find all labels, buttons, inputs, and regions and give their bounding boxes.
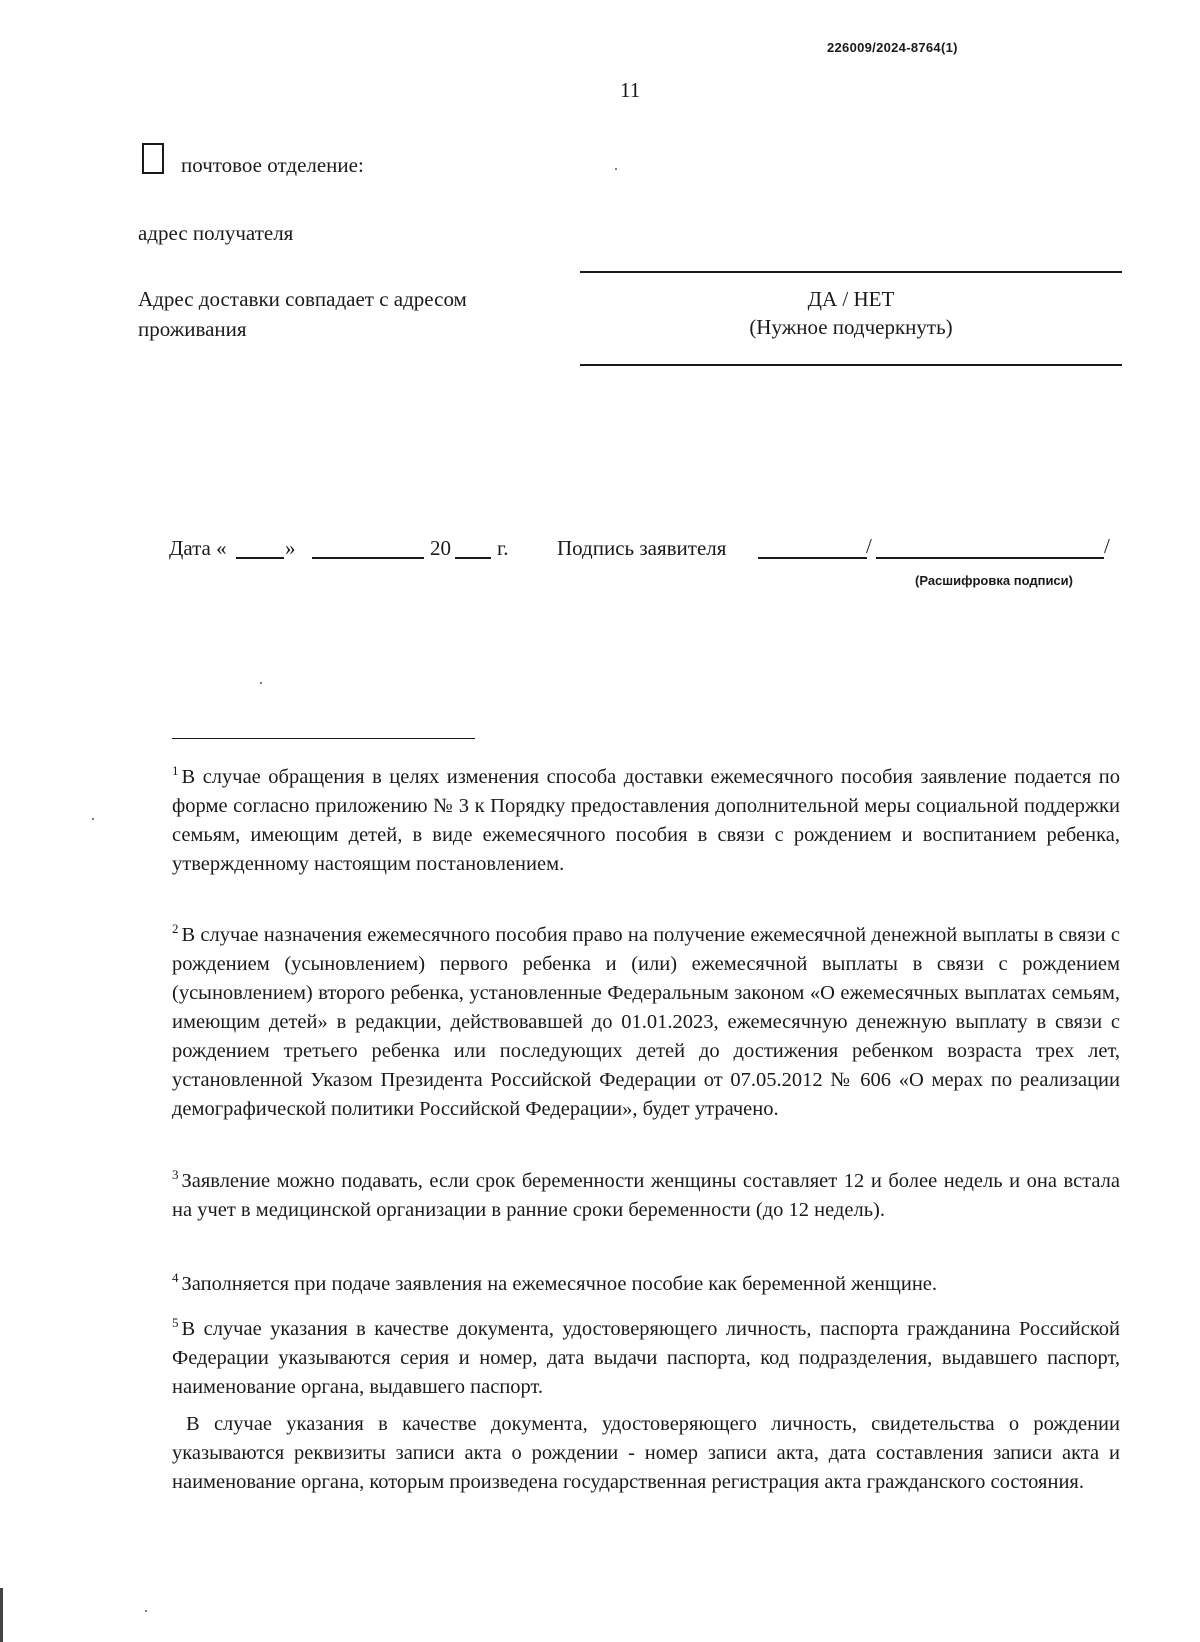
date-day-field[interactable] — [236, 557, 284, 559]
footnote-text: В случае назначения ежемесячного пособия право на получение ежемесячной денежной выплаты в связи с рождением (усыновлением) первого ребенка и (или) ежемесячной выплаты в связи с рождением (усыновлением) второго ребенка, установленные Федеральным законом «О ежемесячных выплатах семьям, имеющим детей» в редакции, действовавшей до 01.01.2023, ежемесячную денежную выплату в связи с рождением третьего ребенка или последующих детей до достижения ребенком возраста трех лет, установленной Указом Президента Российской Федерации от 07.05.2012 № 606 «О мерах по реализации демографической политики Российской Федерации», будет утрачено. — [172, 924, 1120, 1120]
signature-decoding-caption: (Расшифровка подписи) — [915, 573, 1073, 588]
footnote-1 — [172, 756, 1120, 879]
signature-decoding-field[interactable] — [876, 557, 1104, 559]
scan-speck — [615, 168, 617, 170]
delivery-address-line[interactable] — [580, 364, 1122, 366]
footnote-3 — [172, 1160, 1120, 1225]
footnote-mark: 5 — [172, 1315, 179, 1330]
delivery-address-label-line1: Адрес доставки совпадает с адресом — [138, 287, 467, 311]
scan-speck — [145, 1610, 147, 1612]
footnote-mark: 2 — [172, 921, 179, 936]
signature-field[interactable] — [758, 557, 867, 559]
recipient-address-label: адрес получателя — [138, 221, 294, 245]
footnote-mark: 1 — [172, 763, 179, 778]
footnote-2 — [172, 914, 1120, 1124]
page-number: 11 — [620, 78, 641, 102]
signature-slash-right: / — [1104, 534, 1110, 558]
delivery-address-label-line2: проживания — [138, 317, 247, 341]
recipient-address-line[interactable] — [580, 271, 1122, 273]
underline-hint: (Нужное подчеркнуть) — [749, 315, 953, 339]
signature-slash-left: / — [866, 534, 872, 558]
date-label: Дата « — [169, 536, 227, 560]
footnote-text: Заполняется при подаче заявления на ежемесячное пособие как беременной женщине. — [181, 1273, 938, 1295]
footnote-text: Заявление можно подавать, если срок беременности женщины составляет 12 и более недель и она встала на учет в медицинской организации в ранние сроки беременности (до 12 недель). — [172, 1170, 1120, 1221]
yes-no-option[interactable]: ДА / НЕТ — [807, 287, 895, 311]
footnote-4 — [172, 1263, 1120, 1299]
date-year-field[interactable] — [455, 557, 491, 559]
scan-speck — [260, 682, 262, 684]
footnote-text: В случае указания в качестве документа, удостоверяющего личность, паспорта гражданина Российской Федерации указываются серия и номер, дата выдачи паспорта, код подразделения, выдавшего паспорт, наименование органа, выдавшего паспорт. — [172, 1318, 1120, 1398]
footnote-separator — [172, 738, 475, 739]
year-prefix: 20 — [430, 536, 451, 560]
footnote-5 — [172, 1308, 1120, 1402]
post-office-checkbox[interactable] — [142, 143, 164, 174]
document-number: 226009/2024-8764(1) — [827, 40, 958, 55]
footnote-text: В случае обращения в целях изменения способа доставки ежемесячного пособия заявление подается по форме согласно приложению № 3 к Порядку предоставления дополнительной меры социальной поддержки семьям, имеющим детей, в виде ежемесячного пособия в связи с рождением и воспитанием ребенка, утвержденному настоящим постановлением. — [172, 766, 1120, 875]
footnote-mark: 3 — [172, 1167, 179, 1182]
footnote-5-continuation: В случае указания в качестве документа, удостоверяющего личность, свидетельства о рождении указываются реквизиты записи акта о рождении - номер записи акта, дата составления записи акта и наименование органа, которым произведена государственная регистрация акта гражданского состояния. — [172, 1413, 1120, 1493]
date-month-field[interactable] — [312, 557, 424, 559]
date-quote-close: » — [285, 536, 296, 560]
signature-label: Подпись заявителя — [557, 536, 727, 560]
footnote-mark: 4 — [172, 1270, 179, 1285]
scan-edge — [0, 1588, 3, 1642]
scan-speck — [92, 818, 94, 820]
post-office-label: почтовое отделение: — [181, 153, 364, 177]
year-suffix: г. — [497, 536, 509, 560]
